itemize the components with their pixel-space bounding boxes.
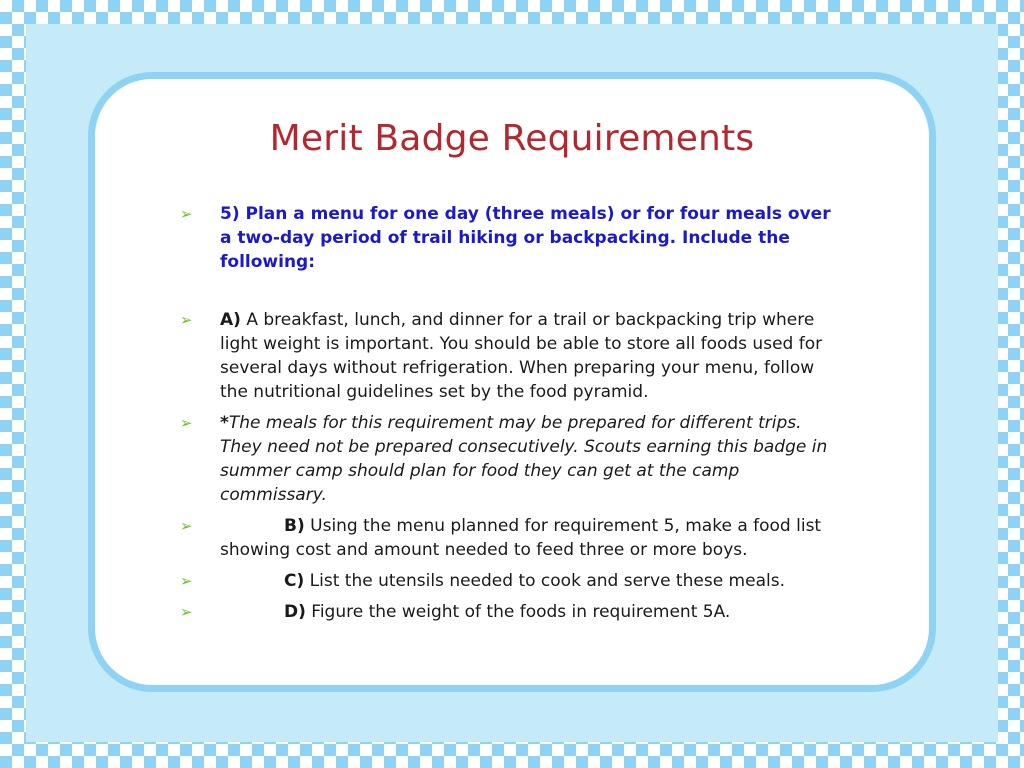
arrow-bullet-icon: ➢: [180, 517, 193, 535]
item-lead: *: [220, 413, 229, 433]
list-item-d: [180, 600, 846, 624]
arrow-bullet-icon: ➢: [180, 572, 193, 590]
requirements-list: [180, 202, 846, 631]
list-item-note: [180, 411, 846, 507]
list-item-b: [180, 514, 846, 562]
list-item-intro: [180, 202, 846, 274]
item-text: Figure the weight of the foods in requirement 5A.: [305, 602, 731, 622]
item-text: 5) Plan a menu for one day (three meals) or for four meals over a two-day period of trail hiking or backpacking. Include the following:: [220, 204, 831, 272]
item-text: List the utensils needed to cook and serve these meals.: [304, 571, 785, 591]
arrow-bullet-icon: ➢: [180, 603, 193, 621]
arrow-bullet-icon: ➢: [180, 311, 193, 329]
list-item-a: [180, 308, 846, 404]
slide-title: Merit Badge Requirements: [269, 118, 755, 159]
item-lead: A): [220, 310, 241, 330]
arrow-bullet-icon: ➢: [180, 205, 193, 223]
item-text: Using the menu planned for requirement 5, make a food list showing cost and amount needed to feed three or more boys.: [220, 516, 822, 560]
item-text: A breakfast, lunch, and dinner for a trail or backpacking trip where light weight is important. You should be able to store all foods used for several days without refrigeration. When preparing your menu, follow the nutritional guidelines set by the food pyramid.: [220, 310, 823, 402]
item-lead: B): [284, 516, 305, 536]
item-lead: D): [284, 602, 306, 622]
list-item-c: [180, 569, 846, 593]
item-text: The meals for this requirement may be prepared for different trips. They need not be prepared consecutively. Scouts earning this badge in summer camp should plan for food they can get at the camp commissary.: [220, 413, 828, 505]
item-lead: C): [284, 571, 305, 591]
arrow-bullet-icon: ➢: [180, 414, 193, 432]
